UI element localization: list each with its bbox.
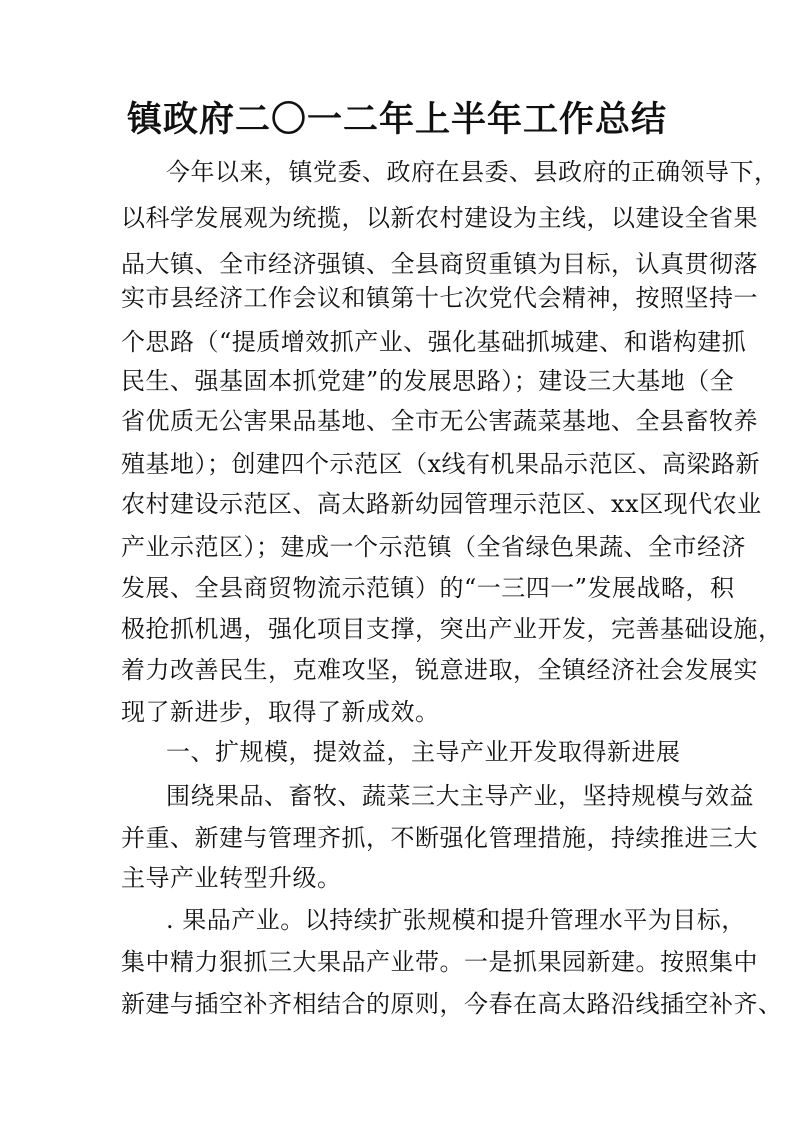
paragraph-line: 以科学发展观为统揽，以新农村建设为主线，以建设全省果 [121, 204, 758, 232]
paragraph-line: 品大镇、全市经济强镇、全县商贸重镇为目标，认真贯彻落 [121, 250, 758, 278]
paragraph-line: 发展、全县商贸物流示范镇）的“一三四一”发展战略，积 [121, 574, 735, 602]
paragraph-line: 集中精力狠抓三大果品产业带。一是抓果园新建。按照集中 [121, 948, 758, 976]
paragraph-line: 着力改善民生，克难攻坚，锐意进取，全镇经济社会发展实 [121, 656, 758, 684]
paragraph-line: 主导产业转型升级。 [121, 864, 342, 892]
paragraph-line: 新建与插空补齐相结合的原则，今春在高太路沿线插空补齐、 [121, 990, 783, 1018]
paragraph-line: 围绕果品、畜牧、蔬菜三大主导产业，坚持规模与效益 [166, 782, 754, 810]
paragraph-line: 农村建设示范区、高太路新幼园管理示范区、xx区现代农业 [121, 490, 762, 518]
paragraph-line: 产业示范区）；建成一个示范镇（全省绿色果蔬、全市经济 [121, 533, 746, 561]
paragraph-line: 极抢抓机遇，强化项目支撑，突出产业开发，完善基础设施， [121, 615, 783, 643]
paragraph-line: 个思路（“提质增效抓产业、强化基础抓城建、和谐构建抓 [121, 328, 747, 356]
paragraph-line: 今年以来，镇党委、政府在县委、县政府的正确领导下， [166, 158, 779, 186]
paragraph-line: 现了新进步，取得了新成效。 [121, 698, 440, 726]
paragraph-line: 实市县经济工作会议和镇第十七次党代会精神，按照坚持一 [121, 284, 758, 312]
paragraph-line: 殖基地）；创建四个示范区（x线有机果品示范区、高梁路新 [121, 450, 761, 478]
paragraph-line: . 果品产业。以持续扩张规模和提升管理水平为目标， [166, 906, 746, 934]
section-heading: 一、扩规模，提效益，主导产业开发取得新进展 [166, 738, 681, 766]
document-title: 镇政府二〇一二年上半年工作总结 [126, 99, 667, 140]
paragraph-line: 省优质无公害果品基地、全市无公害蔬菜基地、全县畜牧养 [121, 407, 758, 435]
paragraph-line: 民生、强基固本抓党建”的发展思路）；建设三大基地（全 [121, 367, 735, 395]
paragraph-line: 并重、新建与管理齐抓，不断强化管理措施，持续推进三大 [121, 824, 758, 852]
